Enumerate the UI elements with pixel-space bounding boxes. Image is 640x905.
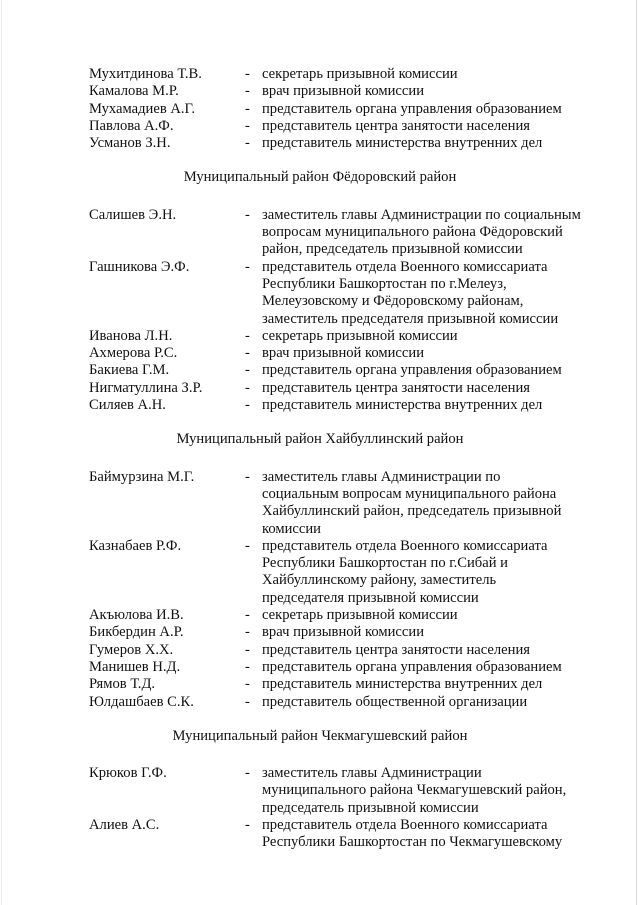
dash-separator: -: [245, 327, 250, 344]
member-role: [262, 765, 601, 817]
role-line: муниципального района Чекмагушевский район,: [262, 782, 567, 799]
member-role: [262, 345, 601, 362]
member-name: Рямов Т.Д.: [89, 676, 156, 693]
role-line: представитель министерства внутренних дел: [262, 397, 543, 414]
dash-separator: -: [245, 537, 250, 554]
member-role: [262, 207, 601, 259]
member-role: [262, 694, 601, 711]
member-role: [262, 659, 601, 676]
member-row: [89, 607, 601, 624]
role-line: представитель отдела Военного комиссариата: [262, 816, 548, 833]
role-line: Мелеузовскому и Фёдоровскому районам,: [262, 293, 524, 310]
member-name: Мухитдинова Т.В.: [89, 66, 202, 82]
member-name: Салишев Э.Н.: [89, 206, 177, 223]
member-name: Гумеров Х.Х.: [89, 641, 174, 658]
member-name: Бакиева Г.М.: [89, 362, 170, 379]
dash-separator: -: [245, 83, 250, 100]
dash-separator: -: [245, 117, 250, 134]
member-row: [89, 362, 601, 379]
member-name: Крюков Г.Ф.: [89, 765, 167, 782]
member-role: [262, 66, 601, 83]
member-role: [262, 362, 601, 379]
member-row: [89, 118, 601, 135]
member-role: [262, 624, 601, 641]
role-line: председателя призывной комиссии: [262, 589, 479, 606]
dash-separator: -: [245, 693, 250, 710]
role-line: вопросам муниципального района Фёдоровский: [262, 224, 563, 241]
member-name: Ахмерова Р.С.: [89, 345, 178, 362]
member-role: [262, 118, 601, 135]
member-row: [89, 659, 601, 676]
member-name: Иванова Л.Н.: [89, 327, 173, 344]
dash-separator: -: [245, 66, 250, 82]
member-list: [89, 469, 601, 711]
dash-separator: -: [245, 765, 250, 782]
member-row: [89, 101, 601, 118]
role-line: представитель министерства внутренних дел: [262, 135, 543, 152]
member-row: [89, 259, 601, 328]
member-role: [262, 469, 601, 538]
role-line: представитель органа управления образованием: [262, 658, 562, 675]
section-title: Муниципальный район Хайбуллинский район: [176, 431, 464, 448]
dash-separator: -: [245, 362, 250, 379]
member-row: [89, 676, 601, 693]
role-line: представитель министерства внутренних дел: [262, 676, 543, 693]
role-line: Республики Башкортостан по Чекмагушевскому: [262, 834, 563, 851]
role-line: представитель органа управления образованием: [262, 100, 562, 117]
role-line: Республики Башкортостан по г.Сибай и: [262, 555, 508, 572]
dash-separator: -: [245, 258, 250, 275]
dash-separator: -: [245, 206, 250, 223]
role-line: представитель центра занятости населения: [262, 641, 530, 658]
dash-separator: -: [245, 379, 250, 396]
dash-separator: -: [245, 816, 250, 833]
role-line: представитель органа управления образованием: [262, 362, 562, 379]
member-role: [262, 135, 601, 152]
member-name: Силяев А.Н.: [89, 397, 166, 414]
role-line: заместитель главы Администрации по социальным: [262, 206, 581, 223]
role-line: район, председатель призывной комиссии: [262, 241, 523, 258]
role-line: комиссии: [262, 520, 321, 537]
member-role: [262, 817, 601, 852]
member-row: [89, 207, 601, 259]
member-name: Акъюлова И.В.: [89, 607, 184, 624]
dash-separator: -: [245, 397, 250, 414]
role-line: социальным вопросам муниципального района: [262, 485, 557, 502]
role-line: представитель общественной организации: [262, 693, 528, 710]
section-title: Муниципальный район Чекмагушевский район: [172, 727, 468, 744]
member-name: Камалова М.Р.: [89, 83, 179, 100]
role-line: председатель призывной комиссии: [262, 799, 479, 816]
member-role: [262, 328, 601, 345]
role-line: секретарь призывной комиссии: [262, 327, 458, 344]
member-name: Усманов З.Н.: [89, 135, 171, 152]
member-role: [262, 676, 601, 693]
role-line: секретарь призывной комиссии: [262, 607, 458, 624]
member-name: Бикбердин А.Р.: [89, 624, 184, 641]
dash-separator: -: [245, 345, 250, 362]
section-spacer: [89, 449, 601, 469]
member-row: [89, 765, 601, 817]
section-spacer: [89, 711, 601, 728]
member-role: [262, 397, 601, 414]
member-role: [262, 380, 601, 397]
role-line: заместитель главы Администрации: [262, 765, 482, 782]
section-spacer: [89, 152, 601, 169]
dash-separator: -: [245, 658, 250, 675]
member-row: [89, 66, 601, 83]
member-name: Мухамадиев А.Г.: [89, 100, 195, 117]
member-row: [89, 469, 601, 538]
member-role: [262, 642, 601, 659]
member-row: [89, 83, 601, 100]
member-role: [262, 259, 601, 328]
member-row: [89, 817, 601, 852]
dash-separator: -: [245, 676, 250, 693]
section-title: Муниципальный район Фёдоровский район: [183, 169, 457, 186]
member-name: Баймурзина М.Г.: [89, 468, 195, 485]
member-row: [89, 328, 601, 345]
role-line: представитель отдела Военного комиссариата: [262, 537, 548, 554]
member-row: [89, 624, 601, 641]
member-role: [262, 101, 601, 118]
dash-separator: -: [245, 468, 250, 485]
member-row: [89, 345, 601, 362]
role-line: представитель отдела Военного комиссариата: [262, 258, 548, 275]
role-line: заместитель председателя призывной комиссии: [262, 310, 559, 327]
dash-separator: -: [245, 607, 250, 624]
member-name: Гашникова Э.Ф.: [89, 258, 190, 275]
section-spacer: [89, 187, 601, 207]
member-row: [89, 694, 601, 711]
member-list: [89, 765, 601, 851]
member-row: [89, 538, 601, 607]
member-list: [89, 207, 601, 415]
member-row: [89, 135, 601, 152]
dash-separator: -: [245, 624, 250, 641]
member-row: [89, 397, 601, 414]
member-role: [262, 538, 601, 607]
dash-separator: -: [245, 641, 250, 658]
role-line: представитель центра занятости населения: [262, 379, 530, 396]
role-line: представитель центра занятости населения: [262, 117, 530, 134]
member-row: [89, 380, 601, 397]
member-row: [89, 642, 601, 659]
role-line: врач призывной комиссии: [262, 83, 424, 100]
member-name: Павлова А.Ф.: [89, 117, 174, 134]
dash-separator: -: [245, 100, 250, 117]
role-line: Хайбуллинский район, председатель призывной: [262, 503, 562, 520]
section-spacer: [89, 745, 601, 765]
commission-list: [89, 66, 601, 852]
member-list: [89, 66, 601, 152]
role-line: секретарь призывной комиссии: [262, 66, 458, 82]
member-role: [262, 607, 601, 624]
role-line: Республики Башкортостан по г.Мелеуз,: [262, 275, 507, 292]
member-role: [262, 83, 601, 100]
member-name: Юлдашбаев С.К.: [89, 693, 194, 710]
member-name: Казнабаев Р.Ф.: [89, 537, 182, 554]
member-name: Манишев Н.Д.: [89, 658, 181, 675]
role-line: врач призывной комиссии: [262, 624, 424, 641]
member-name: Нигматуллина З.Р.: [89, 379, 203, 396]
role-line: Хайбуллинскому району, заместитель: [262, 572, 497, 589]
role-line: заместитель главы Администрации по: [262, 468, 501, 485]
scan-edge-right: [636, 0, 637, 905]
dash-separator: -: [245, 135, 250, 152]
role-line: врач призывной комиссии: [262, 345, 424, 362]
section-spacer: [89, 414, 601, 431]
member-name: Алиев А.С.: [89, 816, 160, 833]
scan-edge-left: [1, 0, 2, 905]
